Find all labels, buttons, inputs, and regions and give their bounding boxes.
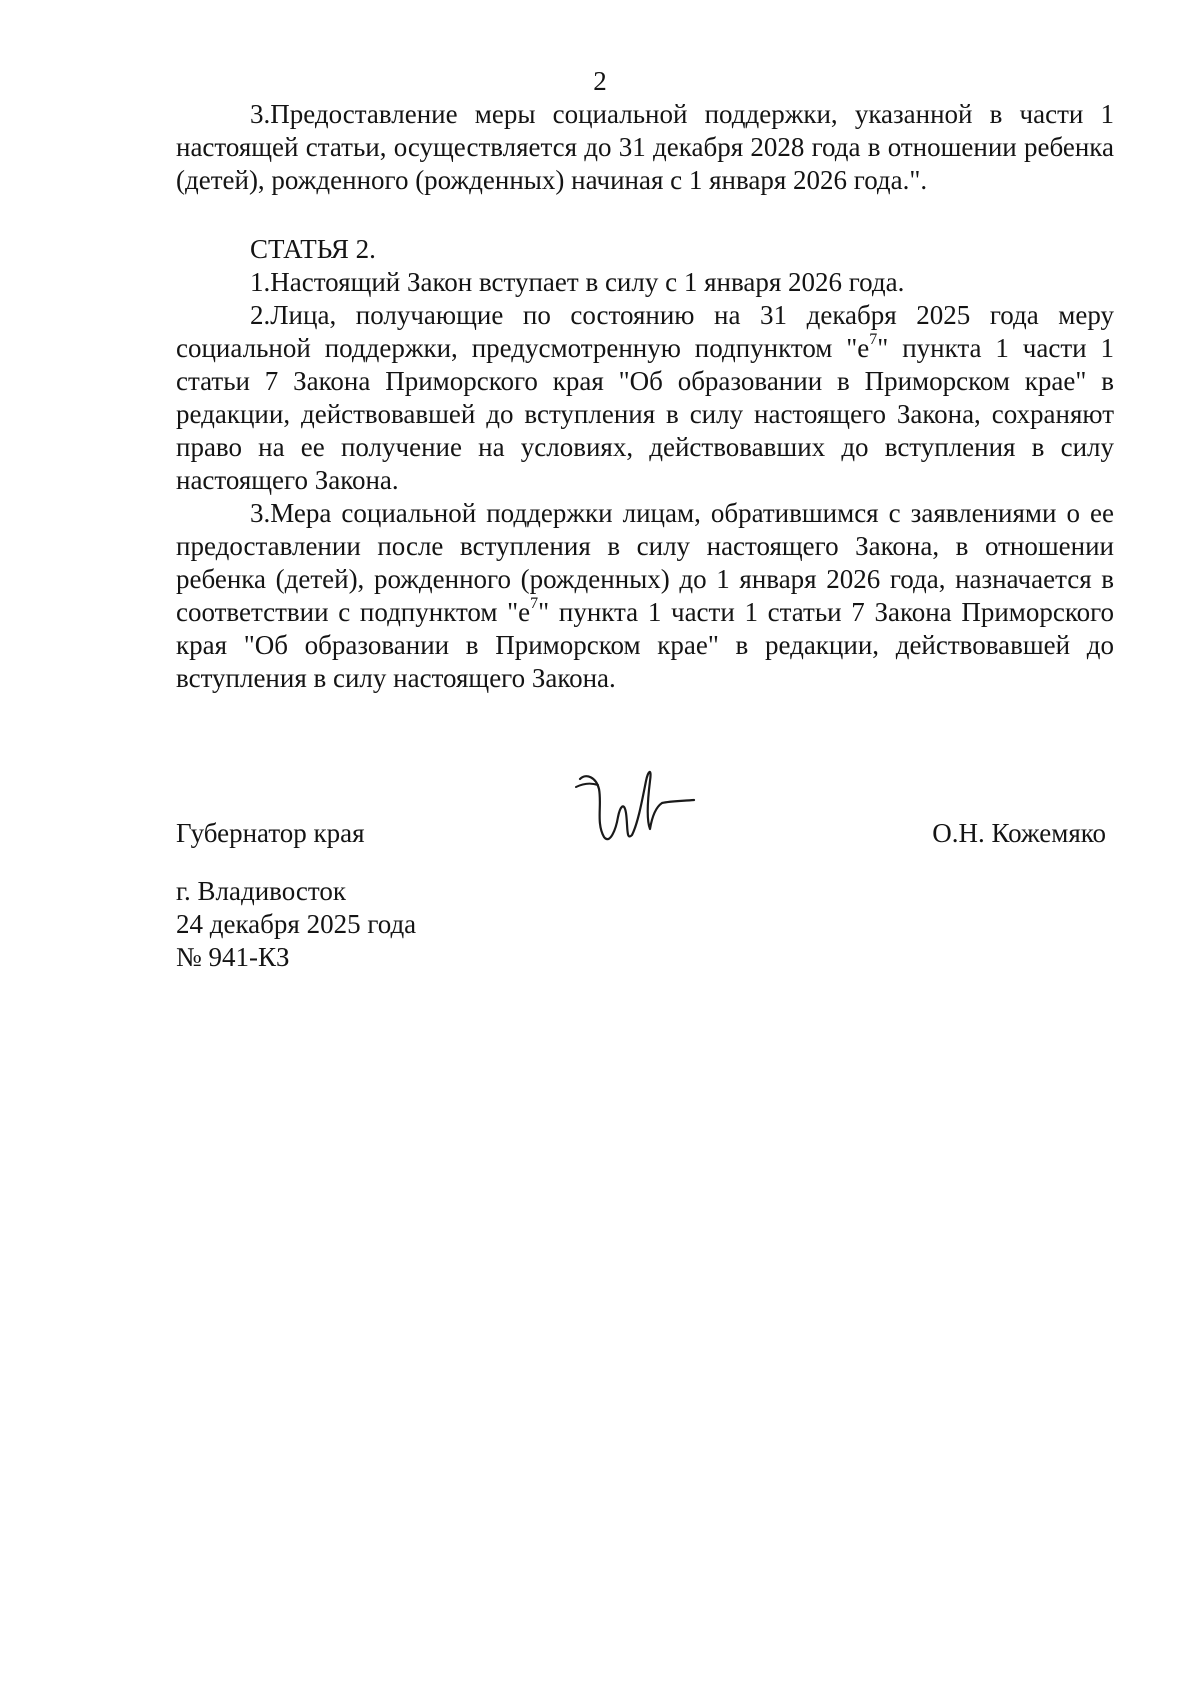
place-and-date	[176, 875, 416, 974]
signatory-name: О.Н. Кожемяко	[932, 818, 1106, 848]
superscript: 7	[869, 331, 878, 348]
article-heading: СТАТЬЯ 2.	[250, 234, 376, 264]
paragraph-entry-into-force: 1.Настоящий Закон вступает в силу с 1 января 2026 года.	[250, 267, 905, 297]
document-date: 24 декабря 2025 года	[176, 909, 417, 939]
paragraph-transitional-3-start: 3.Мера социальной поддержки лицам, обратившимся с заявлениями о ее предоставлении после вступления в силу настоящего Закона, в отношении ребенка (детей), рожденного (рожденных) до 1 января 2026 года, назначается в соответствии с подпунктом "е	[176, 498, 1114, 627]
superscript: 7	[530, 595, 539, 612]
handwritten-signature	[566, 757, 696, 855]
signatory-title: Губернатор края	[176, 818, 365, 848]
signature-block	[176, 757, 1106, 867]
document-number: № 941-КЗ	[176, 942, 290, 972]
paragraph-transitional-3-end: " пункта 1 части 1 статьи 7 Закона Приморского края "Об образовании в Приморском крае" в редакции, действовавшей до вступления в силу настоящего Закона.	[176, 597, 1114, 693]
paragraph-provision-3: 3.Предоставление меры социальной поддержки, указанной в части 1 настоящей статьи, осуществляется до 31 декабря 2028 года в отношении ребенка (детей), рожденного (рожденных) начиная с 1 января 2026 года.".	[176, 99, 1114, 195]
city: г. Владивосток	[176, 876, 346, 906]
document-body	[176, 98, 1114, 695]
page-number: 2	[593, 66, 607, 96]
paragraph-transitional-2-end: " пункта 1 части 1 статьи 7 Закона Приморского края "Об образовании в Приморском крае" в редакции, действовавшей до вступления в силу настоящего Закона, сохраняют право на ее получение на условиях, действовавших до вступления в силу настоящего Закона.	[176, 333, 1114, 495]
paragraph-transitional-3	[176, 497, 1114, 695]
paragraph-transitional-2	[176, 299, 1114, 497]
paragraph-transitional-2-start: 2.Лица, получающие по состоянию на 31 декабря 2025 года меру социальной поддержки, предусмотренную подпунктом "е	[176, 300, 1114, 363]
